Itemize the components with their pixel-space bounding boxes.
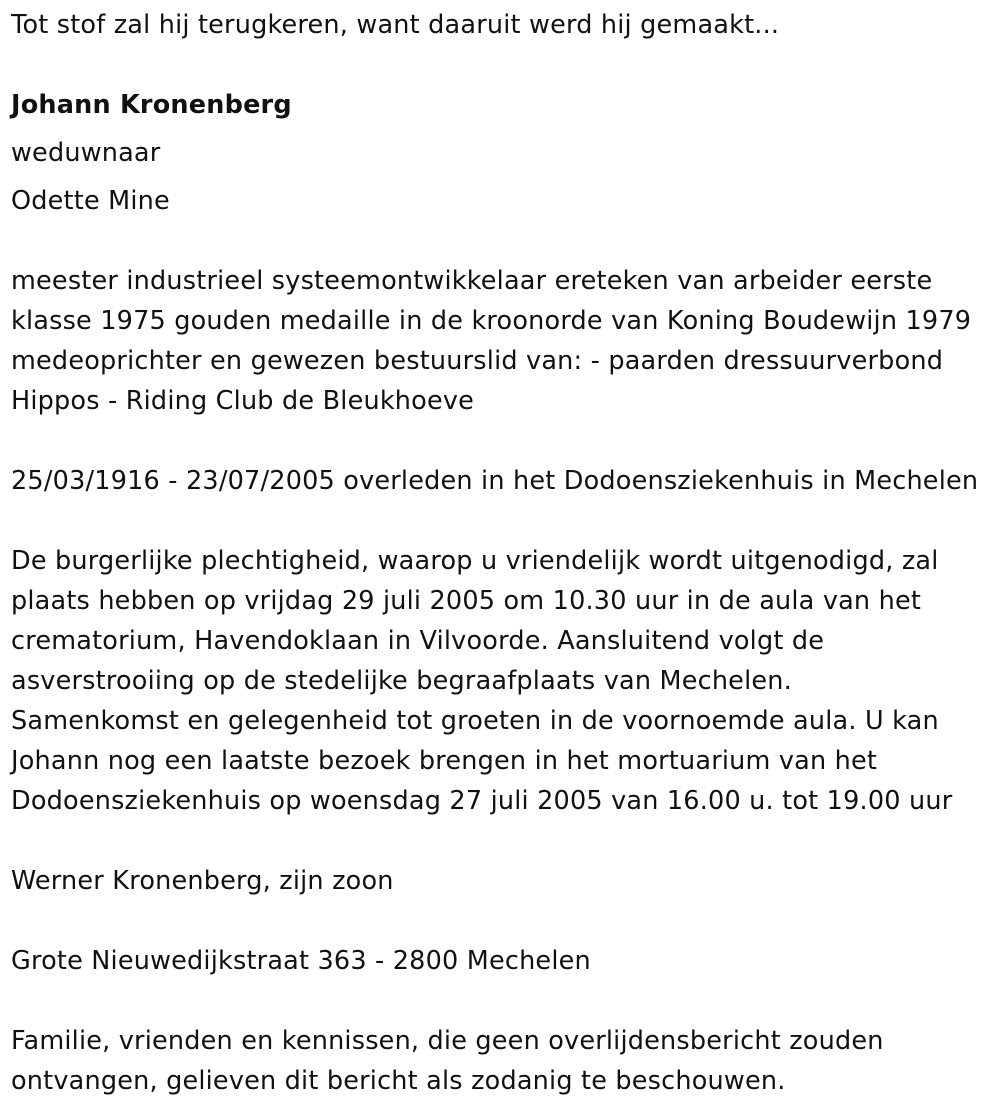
ceremony-line: crematorium, Havendoklaan in Vilvoorde. Aansluitend volgt de	[11, 626, 825, 656]
ceremony-line: De burgerlijke plechtigheid, waarop u vriendelijk wordt uitgenodigd, zal	[11, 546, 939, 576]
notice-line: ontvangen, gelieven dit bericht als zodanig te beschouwen.	[11, 1066, 786, 1096]
ceremony-line: Dodoensziekenhuis op woensdag 27 juli 2005 van 16.00 u. tot 19.00 uur	[11, 786, 953, 816]
career-line: Hippos - Riding Club de Bleukhoeve	[11, 386, 475, 416]
contact-person: Werner Kronenberg, zijn zoon	[11, 866, 394, 896]
spouse-name: Odette Mine	[11, 186, 170, 216]
epigraph: Tot stof zal hij terugkeren, want daaruit werd hij gemaakt...	[11, 10, 780, 40]
life-dates: 25/03/1916 - 23/07/2005 overleden in het Dodoensziekenhuis in Mechelen	[11, 466, 979, 496]
ceremony-line: asverstrooiing op de stedelijke begraafplaats van Mechelen.	[11, 666, 792, 696]
career-line: meester industrieel systeemontwikkelaar ereteken van arbeider eerste	[11, 266, 933, 296]
relation-label: weduwnaar	[11, 138, 161, 168]
career-line: klasse 1975 gouden medaille in de kroonorde van Koning Boudewijn 1979	[11, 306, 972, 336]
deceased-name: Johann Kronenberg	[11, 90, 292, 120]
career-line: medeoprichter en gewezen bestuurslid van: - paarden dressuurverbond	[11, 346, 944, 376]
notice-line: Familie, vrienden en kennissen, die geen overlijdensbericht zouden	[11, 1026, 884, 1056]
ceremony-line: Johann nog een laatste bezoek brengen in het mortuarium van het	[11, 746, 878, 776]
ceremony-line: Samenkomst en gelegenheid tot groeten in de voornoemde aula. U kan	[11, 706, 939, 736]
address: Grote Nieuwedijkstraat 363 - 2800 Mechelen	[11, 946, 591, 976]
ceremony-line: plaats hebben op vrijdag 29 juli 2005 om 10.30 uur in de aula van het	[11, 586, 922, 616]
